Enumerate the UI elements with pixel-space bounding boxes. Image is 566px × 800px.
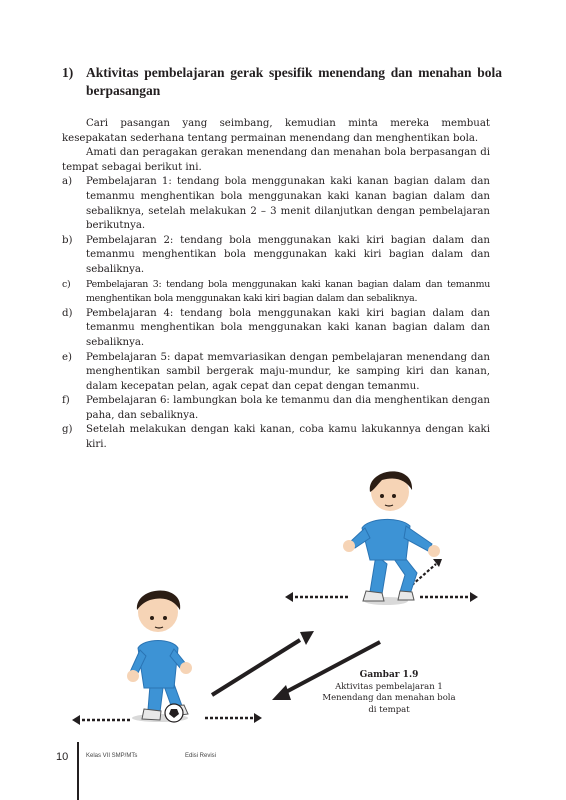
list-label: c)	[62, 278, 71, 290]
list-label: a)	[62, 176, 73, 188]
list-label: e)	[62, 351, 73, 363]
list-item	[62, 175, 490, 233]
intro-paragraph: Cari pasangan yang seimbang, kemudian minta mereka membuat kesepakatan sederhana tentang permainan menendang dan menghentikan bola.	[62, 118, 490, 144]
movement-arrow-top-left	[285, 592, 348, 602]
soccer-ball	[165, 704, 183, 722]
list-label: g)	[62, 424, 73, 436]
figure-title: Gambar 1.9	[359, 670, 419, 680]
body-text	[62, 117, 490, 453]
footer-book-title: Kelas VII SMP/MTs	[86, 753, 138, 759]
movement-arrow-bottom-right	[205, 713, 262, 723]
list-item	[62, 234, 490, 278]
player-kicking	[127, 590, 192, 722]
list-item	[62, 423, 490, 452]
list-item	[62, 351, 490, 395]
list-text: Pembelajaran 6: lambungkan bola ke temanmu dan dia menghentikan dengan paha, dan sebaliknya.	[86, 395, 490, 421]
list-item	[62, 394, 490, 423]
list-text: Pembelajaran 1: tendang bola menggunakan kaki kanan bagian dalam dan temanmu menghentikan bola menggunakan kaki kanan bagian dalam dan sebaliknya, setelah melakukan 2 – 3 menit dilanjutkan dengan pembelajaran berikutnya.	[86, 176, 490, 232]
section-title: Aktivitas pembelajaran gerak spesifik menendang dan menahan bola berpasangan	[86, 65, 502, 98]
section-heading	[62, 64, 502, 100]
figure-caption-line: Menendang dan menahan bola di tempat	[322, 693, 456, 715]
list-text: Pembelajaran 2: tendang bola menggunakan kaki kiri bagian dalam dan temanmu menghentikan bola menggunakan kaki kiri bagian dalam dan sebaliknya.	[86, 234, 490, 275]
movement-arrow-top-right	[420, 592, 478, 602]
list-item	[62, 278, 490, 307]
figure-caption-line: Aktivitas pembelajaran 1	[335, 681, 443, 692]
list-text: Pembelajaran 5: dapat memvariasikan dengan pembelajaran menendang dan menghentikan sambil bergerak maju-mundur, ke samping kiri dan kanan, dalam kecepatan pelan, agak cepat dan cepat dengan temanmu.	[86, 351, 490, 392]
list-text: Pembelajaran 3: tendang bola menggunakan kaki kanan bagian dalam dan temanmu menghentikan bola menggunakan kaki kiri bagian dalam dan sebaliknya.	[86, 278, 490, 305]
footer-divider	[77, 742, 79, 800]
list-label: d)	[62, 307, 73, 319]
section-number: 1)	[62, 65, 74, 80]
player-receiving	[343, 471, 440, 605]
page-number: 10	[56, 751, 69, 763]
list-text: Pembelajaran 4: tendang bola menggunakan kaki kiri bagian dalam dan temanmu menghentikan bola menggunakan kaki kanan bagian dalam dan sebaliknya.	[86, 307, 490, 348]
list-label: f)	[62, 395, 70, 407]
instruction-paragraph: Amati dan peragakan gerakan menendang dan menahan bola berpasangan di tempat sebagai berikut ini.	[62, 147, 490, 173]
list-label: b)	[62, 234, 73, 246]
list-item	[62, 307, 490, 351]
activity-list	[62, 175, 490, 452]
movement-arrow-bottom-left	[72, 715, 130, 725]
figure-caption	[322, 670, 456, 716]
footer-edition: Edisi Revisi	[185, 753, 217, 759]
list-text: Setelah melakukan dengan kaki kanan, coba kamu lakukannya dengan kaki kiri.	[86, 424, 490, 451]
